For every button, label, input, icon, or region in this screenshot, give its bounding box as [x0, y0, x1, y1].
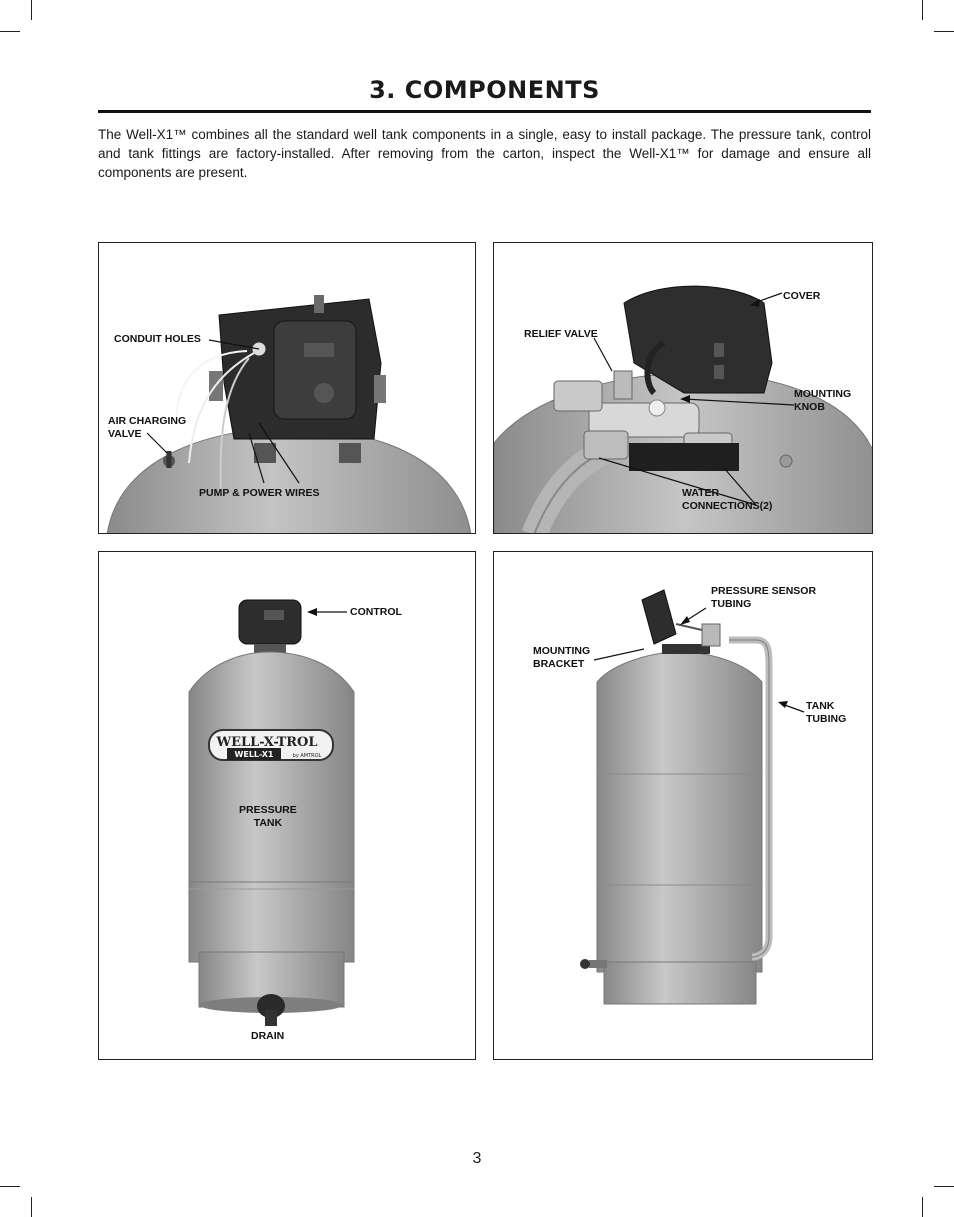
- label-relief-valve: RELIEF VALVE: [524, 328, 598, 340]
- crop-mark: [934, 31, 954, 32]
- crop-mark: [934, 1186, 954, 1187]
- label-mounting-knob: MOUNTING KNOB: [794, 388, 852, 413]
- label-pump-power-wires: PUMP & POWER WIRES: [199, 487, 320, 499]
- label-air-charging-valve: AIR CHARGING VALVE: [108, 415, 187, 440]
- panel-fittings: [493, 242, 873, 534]
- page-title: 3. COMPONENTS: [369, 76, 600, 104]
- panel-pressure-tank: [98, 551, 476, 1060]
- crop-mark: [31, 0, 32, 20]
- tank-side-illustration: [494, 552, 873, 1060]
- logo-brand: WELL-X-TROL: [216, 735, 318, 750]
- label-control: CONTROL: [350, 606, 402, 618]
- page-number: 3: [472, 1150, 482, 1167]
- label-water-connections: WATER CONNECTIONS(2): [682, 487, 773, 512]
- label-tank-tubing: TANK TUBING: [806, 700, 847, 725]
- label-cover: COVER: [783, 290, 821, 302]
- intro-paragraph: The Well-X1™ combines all the standard well tank components in a single, easy to install package. The pressure tank, control and tank fittings are factory-installed. After removing from the carton, inspect the Well-X1™ for damage and ensure all components are present.: [98, 127, 871, 180]
- label-conduit-holes: CONDUIT HOLES: [114, 333, 201, 345]
- crop-mark: [31, 1197, 32, 1217]
- label-pressure-tank: PRESSURE TANK: [239, 804, 297, 829]
- logo-model: WELL-X1: [234, 750, 274, 759]
- title-rule: [98, 110, 871, 113]
- panel-tank-tubing: [493, 551, 873, 1060]
- crop-mark: [922, 1197, 923, 1217]
- logo-maker: by AMTROL: [292, 753, 322, 759]
- crop-mark: [922, 0, 923, 20]
- label-mounting-bracket: MOUNTING BRACKET: [533, 645, 591, 670]
- label-pressure-sensor-tubing: PRESSURE SENSOR TUBING: [711, 585, 817, 610]
- crop-mark: [0, 31, 20, 32]
- panel-conduit-wires: [98, 242, 476, 534]
- label-drain: DRAIN: [251, 1030, 285, 1042]
- crop-mark: [0, 1186, 20, 1187]
